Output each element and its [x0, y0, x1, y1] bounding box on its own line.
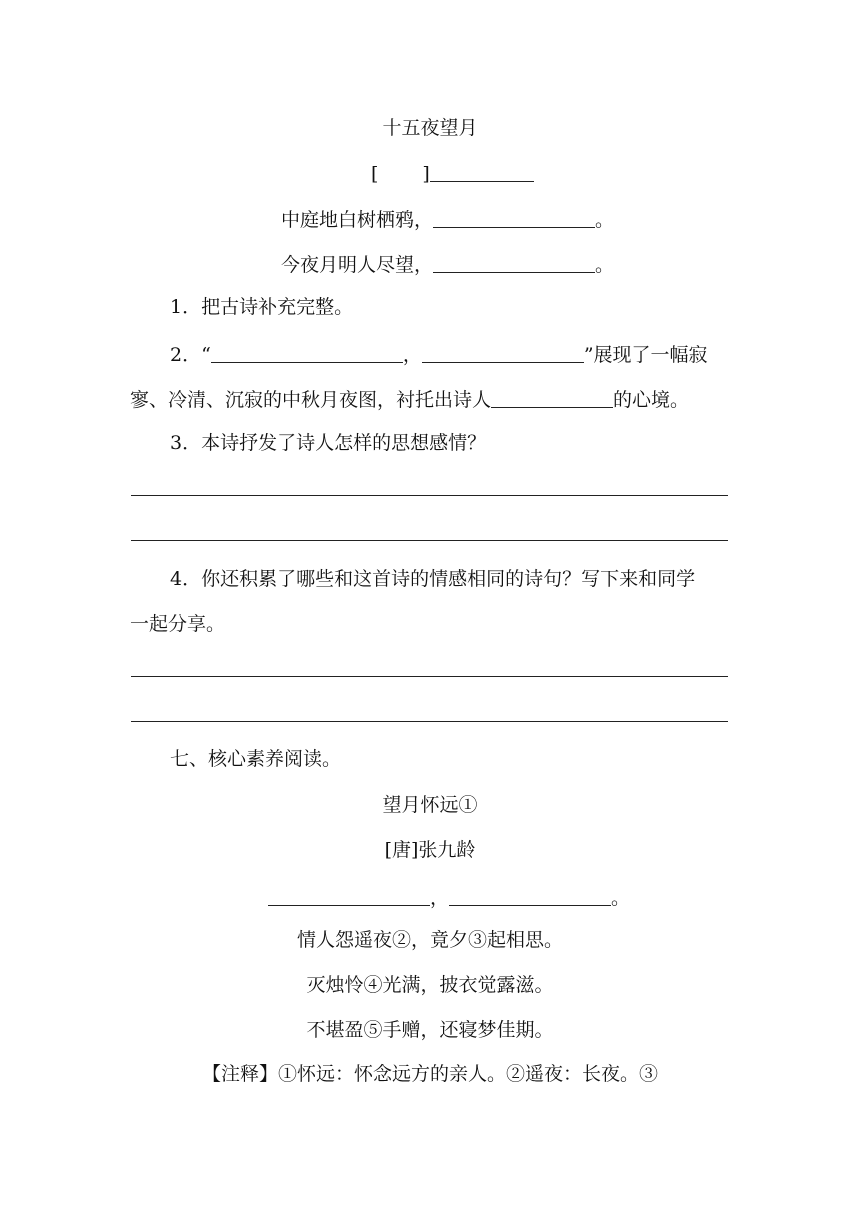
- poem-line-2: [281, 254, 614, 275]
- poem-2-line-1-blank-a[interactable]: [268, 887, 430, 906]
- question-2-start: 2．“: [170, 344, 211, 366]
- poem-2-title: 望月怀远①: [382, 794, 478, 816]
- question-2-blank-b[interactable]: [422, 344, 584, 363]
- poem-2-line-4: 不堪盈⑤手赠，还寝梦佳期。: [306, 1019, 554, 1041]
- poem-2-line-1: [268, 887, 630, 908]
- question-2-blank-a[interactable]: [211, 344, 403, 363]
- question-4-line-2: 一起分享。: [130, 613, 226, 635]
- poem-line-2-blank[interactable]: [433, 254, 595, 273]
- poem-line-1-blank[interactable]: [433, 209, 595, 228]
- poem-2-line-1-end: 。: [611, 887, 631, 909]
- poem-2-line-2: 情人怨遥夜②，竟夕③起相思。: [296, 929, 563, 951]
- poem-2-line-1-comma: ，: [430, 887, 450, 909]
- question-2-line-1: [170, 344, 708, 365]
- bracket-open: [: [371, 163, 379, 185]
- author-blank[interactable]: [430, 163, 534, 182]
- poem-line-1-end: 。: [595, 209, 615, 231]
- poem-2-line-3: 灭烛怜④光满，披衣觉露滋。: [306, 974, 554, 996]
- question-3: 3．本诗抒发了诗人怎样的思想感情？: [170, 432, 487, 454]
- author-blank-line: [371, 163, 534, 184]
- bracket-close: ]: [422, 163, 430, 185]
- answer-line-3a[interactable]: [131, 495, 728, 496]
- poem-line-1: [281, 209, 614, 230]
- answer-line-3b[interactable]: [131, 540, 728, 541]
- poem-2-author: [唐]张九龄: [384, 839, 476, 861]
- poem-line-2-text: 今夜月明人尽望，: [281, 254, 434, 276]
- question-1: 1．把古诗补充完整。: [170, 296, 354, 318]
- question-4-line-1: 4．你还积累了哪些和这首诗的情感相同的诗句？写下来和同学: [170, 568, 696, 590]
- question-2-line-2-start: 寥、冷清、沉寂的中秋月夜图，衬托出诗人: [130, 389, 492, 411]
- question-2-comma: ，: [402, 344, 422, 366]
- question-2-blank-c[interactable]: [491, 389, 613, 408]
- poem-line-1-text: 中庭地白树栖鸦，: [281, 209, 434, 231]
- section-7-heading: 七、核心素养阅读。: [170, 748, 342, 770]
- poem-2-line-1-blank-b[interactable]: [449, 887, 611, 906]
- question-2-mid: ”展现了一幅寂: [583, 344, 708, 366]
- question-2-line-2: [130, 389, 689, 410]
- poem-line-2-end: 。: [595, 254, 615, 276]
- annotation-note: 【注释】①怀远：怀念远方的亲人。②遥夜：长夜。③: [202, 1063, 659, 1085]
- question-2-line-2-end: 的心境。: [613, 389, 690, 411]
- poem-title: 十五夜望月: [382, 117, 478, 139]
- answer-line-4a[interactable]: [131, 676, 728, 677]
- answer-line-4b[interactable]: [131, 721, 728, 722]
